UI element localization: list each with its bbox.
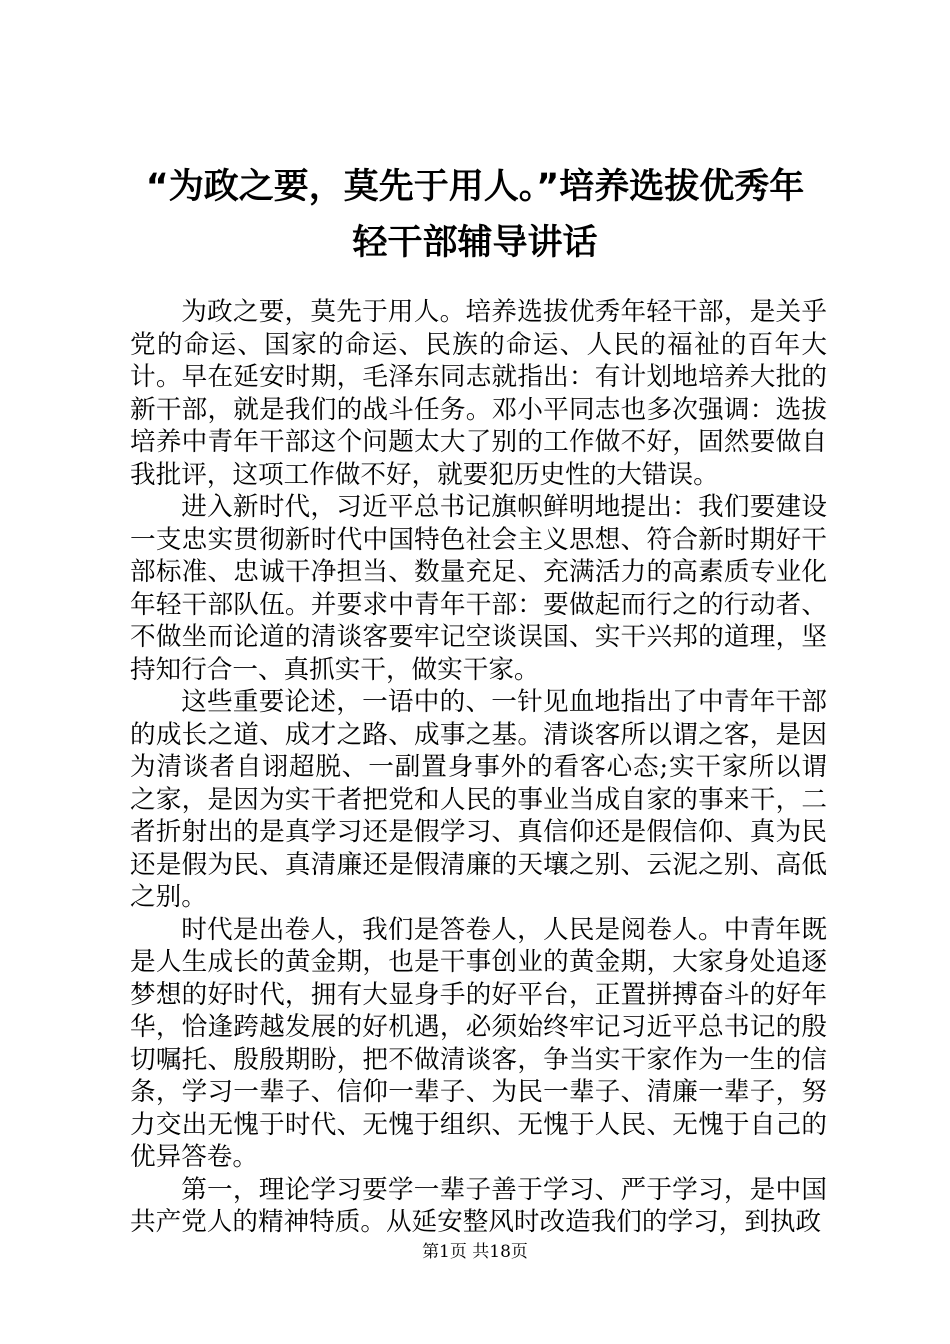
document-title-line-1: “为政之要，莫先于用人。”培养选拔优秀年: [145, 167, 805, 207]
page-number: 第1页 共18页: [422, 1242, 528, 1262]
document-body: [130, 296, 827, 1239]
body-paragraph-5: 第一，理论学习要学一辈子善于学习、严于学习，是中国共产党人的精神特质。从延安整风时改造我们的学习，到执政: [130, 1174, 827, 1237]
page-footer: [0, 1241, 950, 1263]
body-paragraph-3: 这些重要论述，一语中的、一针见血地指出了中青年干部的成长之道、成才之路、成事之基。清谈客所以谓之客，是因为清谈者自诩超脱、一副置身事外的看客心态;实干家所以谓之家，是因为实干者把党和人民的事业当成自家的事来干，二者折射出的是真学习还是假学习、真信仰还是假信仰、真为民还是假为民、真清廉还是假清廉的天壤之别、云泥之别、高低之别。: [130, 687, 827, 912]
body-paragraph-2: 进入新时代，习近平总书记旗帜鲜明地提出：我们要建设一支忠实贯彻新时代中国特色社会主义思想、符合新时期好干部标准、忠诚干净担当、数量充足、充满活力的高素质专业化年轻干部队伍。并要求中青年干部：要做起而行之的行动者、不做坐而论道的清谈客要牢记空谈误国、实干兴邦的道理，坚持知行合一、真抓实干，做实干家。: [130, 492, 827, 685]
body-paragraph-1: 为政之要，莫先于用人。培养选拔优秀年轻干部，是关乎党的命运、国家的命运、民族的命运、人民的福祉的百年大计。早在延安时期，毛泽东同志就指出：有计划地培养大批的新干部，就是我们的战斗任务。邓小平同志也多次强调：选拔培养中青年干部这个问题太大了别的工作做不好，固然要做自我批评，这项工作做不好，就要犯历史性的大错误。: [130, 297, 827, 490]
body-paragraph-4: 时代是出卷人，我们是答卷人，人民是阅卷人。中青年既是人生成长的黄金期，也是干事创业的黄金期，大家身处追逐梦想的好时代，拥有大显身手的好平台，正置拼搏奋斗的好年华，恰逢跨越发展的好机遇，必须始终牢记习近平总书记的殷切嘱托、殷殷期盼，把不做清谈客，争当实干家作为一生的信条，学习一辈子、信仰一辈子、为民一辈子、清廉一辈子，努力交出无愧于时代、无愧于组织、无愧于人民、无愧于自己的优异答卷。: [130, 914, 827, 1172]
document-title-line-2: 轻干部辅导讲话: [352, 223, 598, 263]
